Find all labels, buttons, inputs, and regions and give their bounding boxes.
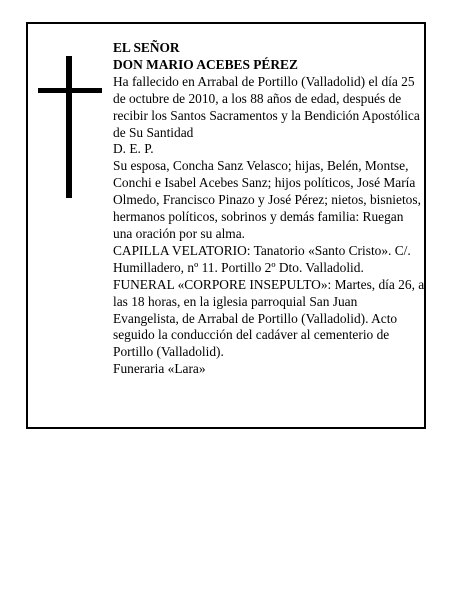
rest-in-peace: D. E. P.: [113, 141, 154, 157]
notice-title: EL SEÑOR: [113, 40, 180, 55]
funeral-info: FUNERAL «CORPORE INSEPULTO»: Martes, día 26, a las 18 horas, en la iglesia parroquial San Juan Evangelista, de Arrabal de Portillo (Valladolid). Acto seguido la conducción del cadáver al cementerio de Portillo (Valladolid).: [113, 276, 425, 360]
notice-body: [113, 40, 425, 378]
cross-icon: [38, 56, 102, 198]
obituary-notice: [26, 22, 426, 429]
death-announcement: Ha fallecido en Arrabal de Portillo (Valladolid) el día 25 de octubre de 2010, a los 88 años de edad, después de recibir los Santos Sacramentos y la Bendición Apostólica de Su Santidad: [113, 73, 420, 140]
cross-horizontal-bar: [38, 88, 102, 93]
deceased-name: DON MARIO ACEBES PÉREZ: [113, 56, 298, 72]
family-list: Su esposa, Concha Sanz Velasco; hijas, Belén, Montse, Conchi e Isabel Acebes Sanz; hijos políticos, José María Olmedo, Francisco Pinazo y José Pérez; nietos, bisnietos, hermanos políticos, sobrinos y demás familia: Ruegan una oración por su alma.: [113, 158, 421, 241]
funeral-home: Funeraria «Lara»: [113, 361, 206, 377]
cross-vertical-bar: [66, 56, 72, 198]
chapel-info: CAPILLA VELATORIO: Tanatorio «Santo Cristo». C/. Humilladero, nº 11. Portillo 2º Dto. Valladolid.: [113, 242, 411, 275]
